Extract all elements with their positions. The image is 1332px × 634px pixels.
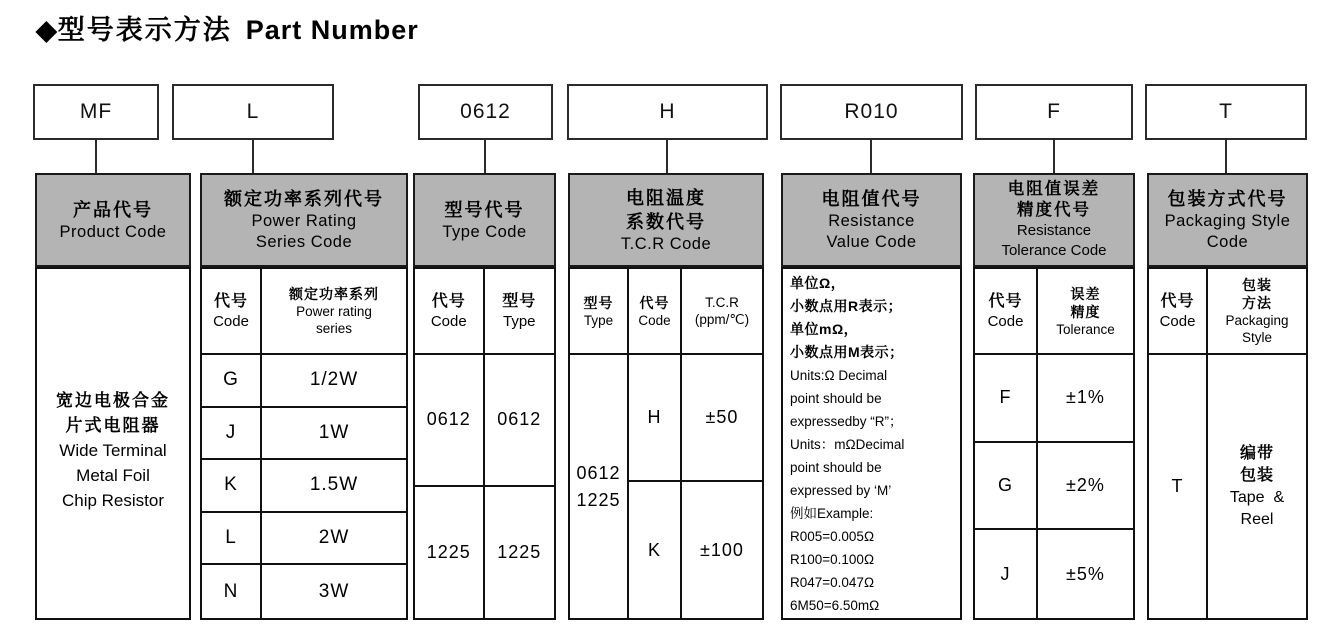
header-line: Code [213,313,249,330]
table-cell: ±1% [1038,355,1133,443]
table-header-cell [1038,269,1133,355]
tcr-table [568,267,764,620]
tolerance-table [973,267,1135,620]
connector-line [484,138,486,174]
header-line: Resistance [828,212,915,230]
header-line: Code [1206,233,1249,251]
table-cell: K [202,460,262,513]
table-cell: K [629,482,682,618]
note-line: point should be [790,460,882,475]
header-line: Series Code [255,233,353,251]
header-line: Product Code [59,222,167,241]
header-line: 代号 [639,294,670,311]
header-line: 额定功率系列代号 [224,189,384,209]
table-cell: 2W [262,513,406,566]
header-line: Type [502,313,536,330]
column-header-power [200,173,408,267]
table-cell: G [975,443,1038,531]
table-cell: F [975,355,1038,443]
note-line: 例如Example: [790,506,874,521]
header-line: series [315,321,352,336]
header-line: 电阻值代号 [821,189,922,209]
packaging-line: Tape & [1229,488,1285,506]
column-header-type [413,173,556,267]
header-line: Resistance [1016,222,1092,239]
table-cell: 3W [318,580,350,602]
note-line: R005=0.005Ω [790,529,875,544]
power-rating-table [200,267,408,620]
note-line: 单位Ω， [790,275,846,291]
packaging-line: 包装 [1239,466,1274,484]
table-cell: T [1149,355,1208,618]
table-cell: L [202,513,262,566]
table-cell: ±5% [1066,563,1105,584]
type-code-table [413,267,556,620]
header-line: (ppm/℃) [694,312,750,327]
column-header-resistance [781,173,962,267]
column-header-packaging [1147,173,1308,267]
header-line: 型号 [502,293,537,310]
table-header-cell [1149,269,1208,355]
table-header-cell [202,269,262,355]
note-line: expressed by ‘M’ [790,483,892,498]
title-en: Part Number [245,15,419,45]
table-cell: ±100 [700,539,744,560]
column-header-tolerance [973,173,1135,267]
header-line: T.C.R Code [620,234,712,253]
packaging-line: 编带 [1239,444,1274,462]
note-line: 单位mΩ， [790,321,859,337]
header-line: 产品代号 [73,199,153,220]
note-line: expressedby “R”； [790,414,903,429]
table-cell: ±50 [682,355,762,482]
table-cell: 1.5W [262,460,406,513]
connector-line [95,138,97,174]
header-line: 代号 [988,293,1023,310]
header-line: Power Rating [251,212,357,230]
table-header-cell [415,269,485,355]
table-cell: 1/2W [262,355,406,408]
header-line: Tolerance Code [1001,242,1107,259]
description-line: Wide Terminal [59,441,167,460]
header-line: 包装 [1242,277,1272,293]
part-code-type: 0612 [418,84,553,140]
table-header-cell [1208,269,1306,355]
product-description [35,267,191,620]
note-line: 6M50=6.50mΩ [790,598,880,613]
table-header-cell [570,269,629,355]
header-line: Code [638,312,671,328]
description-line: 片式电阻器 [65,416,161,435]
header-line: 精度 [1070,303,1101,320]
table-header-cell [485,269,555,355]
connector-line [1053,138,1055,174]
header-line: Style [1241,330,1272,345]
resistance-value-notes [781,267,962,620]
header-line: T.C.R [705,295,739,310]
header-line: 电阻温度 [626,187,706,208]
header-line: 精度代号 [1017,201,1091,219]
header-line: 代号 [213,293,248,310]
packaging-line: Reel [1240,510,1274,528]
type-value: 0612 [576,462,621,483]
page-title [36,8,419,47]
table-cell [1208,355,1306,618]
header-line: Packaging Style [1164,212,1291,230]
header-line: 额定功率系列 [289,286,379,302]
header-line: Type [583,312,614,328]
header-line: 电阻值误差 [1007,180,1101,198]
title-zh: 型号表示方法 [57,15,232,45]
table-cell [570,355,629,618]
connector-line [870,138,872,174]
description-line: Metal Foil [76,466,150,485]
packaging-table [1147,267,1308,620]
table-cell: 1225 [497,541,542,562]
type-value: 1225 [576,489,621,510]
diamond-icon: ◆ [36,15,58,45]
table-header-cell [682,269,762,355]
header-line: Power rating [296,304,372,319]
header-line: 方法 [1242,295,1272,311]
part-code-tolerance: F [975,84,1133,140]
header-line: Value Code [826,233,917,251]
header-line: Code [430,313,467,330]
table-cell: N [202,565,262,618]
table-cell: 1225 [415,487,485,619]
header-line: 代号 [1160,293,1195,310]
table-header-cell [262,269,406,355]
header-line: 包装方式代号 [1167,189,1288,209]
table-cell: J [202,408,262,461]
column-header-tcr [568,173,764,267]
header-line: Packaging [1225,313,1289,328]
part-code-tcr: H [567,84,768,140]
connector-line [666,138,668,174]
header-line: Tolerance [1056,321,1115,337]
table-cell: ±2% [1038,443,1133,531]
connector-line [1225,138,1227,174]
description-line: 宽边电极合金 [56,391,170,410]
note-line: R047=0.047Ω [790,575,875,590]
table-cell: G [202,355,262,408]
part-code-resistance: R010 [780,84,963,140]
part-code-packaging: T [1145,84,1307,140]
header-line: 型号 [583,294,614,311]
header-line: 代号 [431,293,466,310]
note-line: R100=0.100Ω [790,552,875,567]
table-cell: J [975,530,1038,618]
header-line: Code [1159,313,1196,330]
header-line: 型号代号 [444,199,525,220]
note-line: Units：mΩDecimal [790,437,905,452]
note-line: 小数点用M表示； [790,344,904,360]
table-header-cell [629,269,682,355]
table-cell: 0612 [415,355,485,487]
header-line: Code [987,313,1024,330]
table-header-cell [975,269,1038,355]
table-cell: H [629,355,682,482]
part-code-power: L [172,84,334,140]
header-line: 误差 [1070,285,1101,302]
note-line: Units:Ω Decimal [790,368,888,383]
table-cell: 0612 [485,355,555,487]
note-line: 小数点用R表示； [790,298,903,314]
header-line: Type Code [442,222,527,241]
connector-line [252,138,254,174]
description-line: Chip Resistor [61,491,165,510]
table-cell: 1W [262,408,406,461]
column-header-product [35,173,191,267]
part-code-product: MF [33,84,159,140]
note-line: point should be [790,391,882,406]
header-line: 系数代号 [626,211,706,232]
